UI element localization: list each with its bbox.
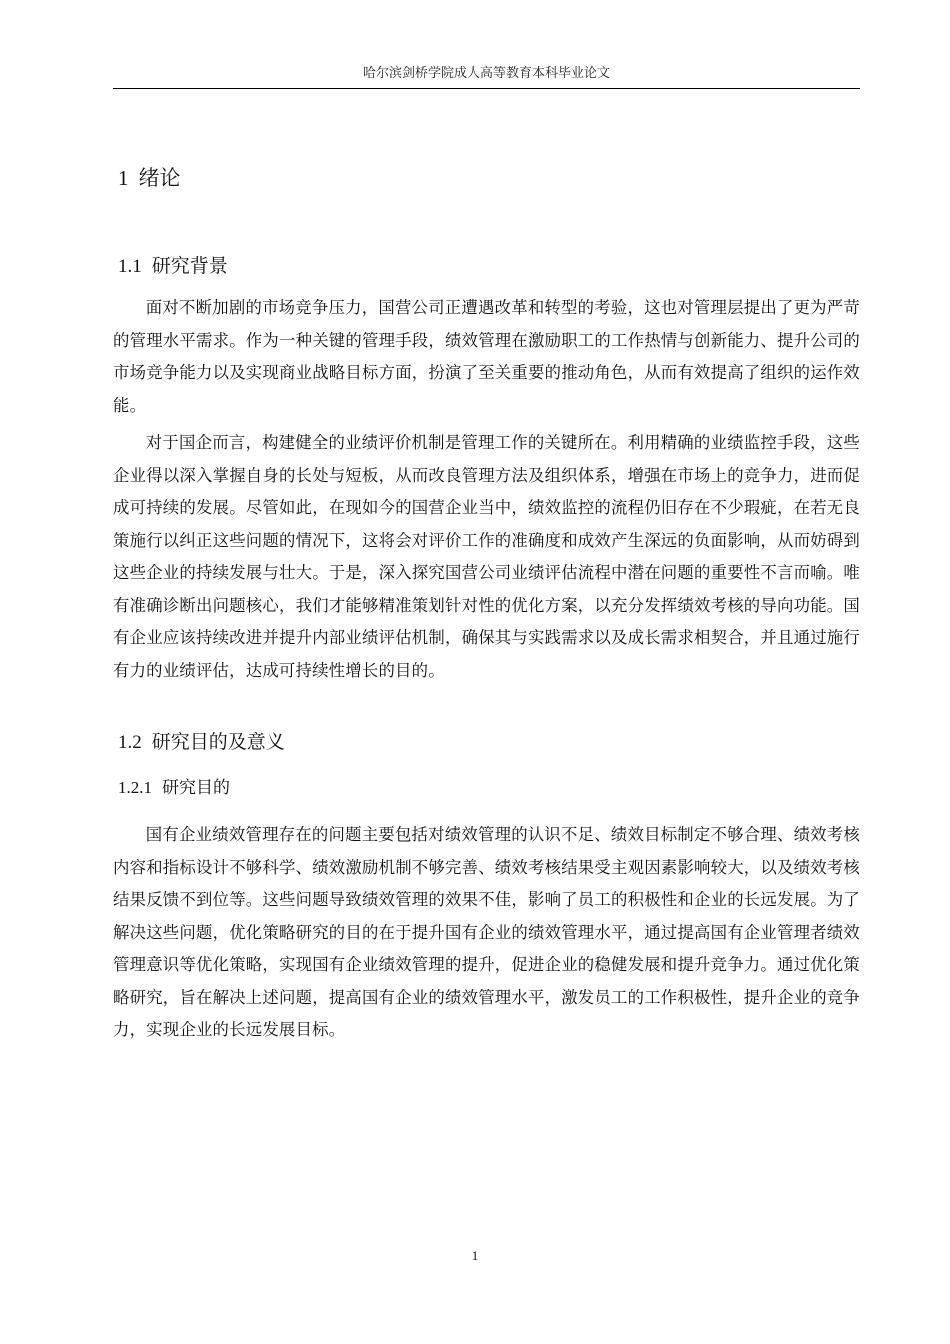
chapter-title: 绪论: [138, 166, 181, 190]
paragraph-background-2: 对于国企而言，构建健全的业绩评价机制是管理工作的关键所在。利用精确的业绩监控手段，这些企业得以深入掌握自身的长处与短板，从而改良管理方法及组织体系，增强在市场上的竞争力，进而促成可持续的发展。尽管如此，在现如今的国营企业当中，绩效监控的流程仍旧存在不少瑕疵，在若无良策施行以纠正这些问题的情况下，这将会对评价工作的准确度和成效产生深远的负面影响，从而妨碍到这些企业的持续发展与壮大。于是，深入探究国营公司业绩评估流程中潜在问题的重要性不言而喻。唯有准确诊断出问题核心，我们才能够精准策划针对性的优化方案，以充分发挥绩效考核的导向功能。国有企业应该持续改进并提升内部业绩评估机制，确保其与实践需求以及成长需求相契合，并且通过施行有力的业绩评估，达成可持续性增长的目的。: [113, 433, 860, 680]
paragraph-research-purpose: 国有企业绩效管理存在的问题主要包括对绩效管理的认识不足、绩效目标制定不够合理、绩效考核内容和指标设计不够科学、绩效激励机制不够完善、绩效考核结果受主观因素影响较大，以及绩效考核结果反馈不到位等。这些问题导致绩效管理的效果不佳，影响了员工的积极性和企业的长远发展。为了解决这些问题，优化策略研究的目的在于提升国有企业的绩效管理水平，通过提高国有企业管理者绩效管理意识等优化策略，实现国有企业绩效管理的提升，促进企业的稳健发展和提升竞争力。通过优化策略研究，旨在解决上述问题，提高国有企业的绩效管理水平，激发员工的工作积极性，提升企业的竞争力，实现企业的长远发展目标。: [113, 825, 860, 1039]
chapter-heading: [118, 163, 181, 193]
section-number: 1.2: [118, 732, 142, 753]
paragraph-background-1: 面对不断加剧的市场竞争压力，国营公司正遭遇改革和转型的考验，这也对管理层提出了更为严苛的管理水平需求。作为一种关键的管理手段，绩效管理在激励职工的工作热情与创新能力、提升公司的市场竞争能力以及实现商业战略目标方面，扮演了至关重要的推动角色，从而有效提高了组织的运作效能。: [113, 298, 860, 415]
subsection-number: 1.2.1: [118, 778, 152, 797]
subsection-heading-1-2-1: [118, 775, 230, 801]
section-heading-1-2: [118, 728, 285, 757]
header-rule: [113, 88, 860, 89]
page-number: 1: [471, 1248, 479, 1263]
page-header: 哈尔滨剑桥学院成人高等教育本科毕业论文: [362, 66, 610, 81]
section-title: 研究背景: [151, 255, 228, 277]
subsection-title: 研究目的: [162, 778, 230, 798]
section-number: 1.1: [118, 256, 142, 277]
section-title: 研究目的及意义: [151, 731, 285, 753]
chapter-number: 1: [118, 166, 129, 190]
section-heading-1-1: [118, 252, 228, 281]
